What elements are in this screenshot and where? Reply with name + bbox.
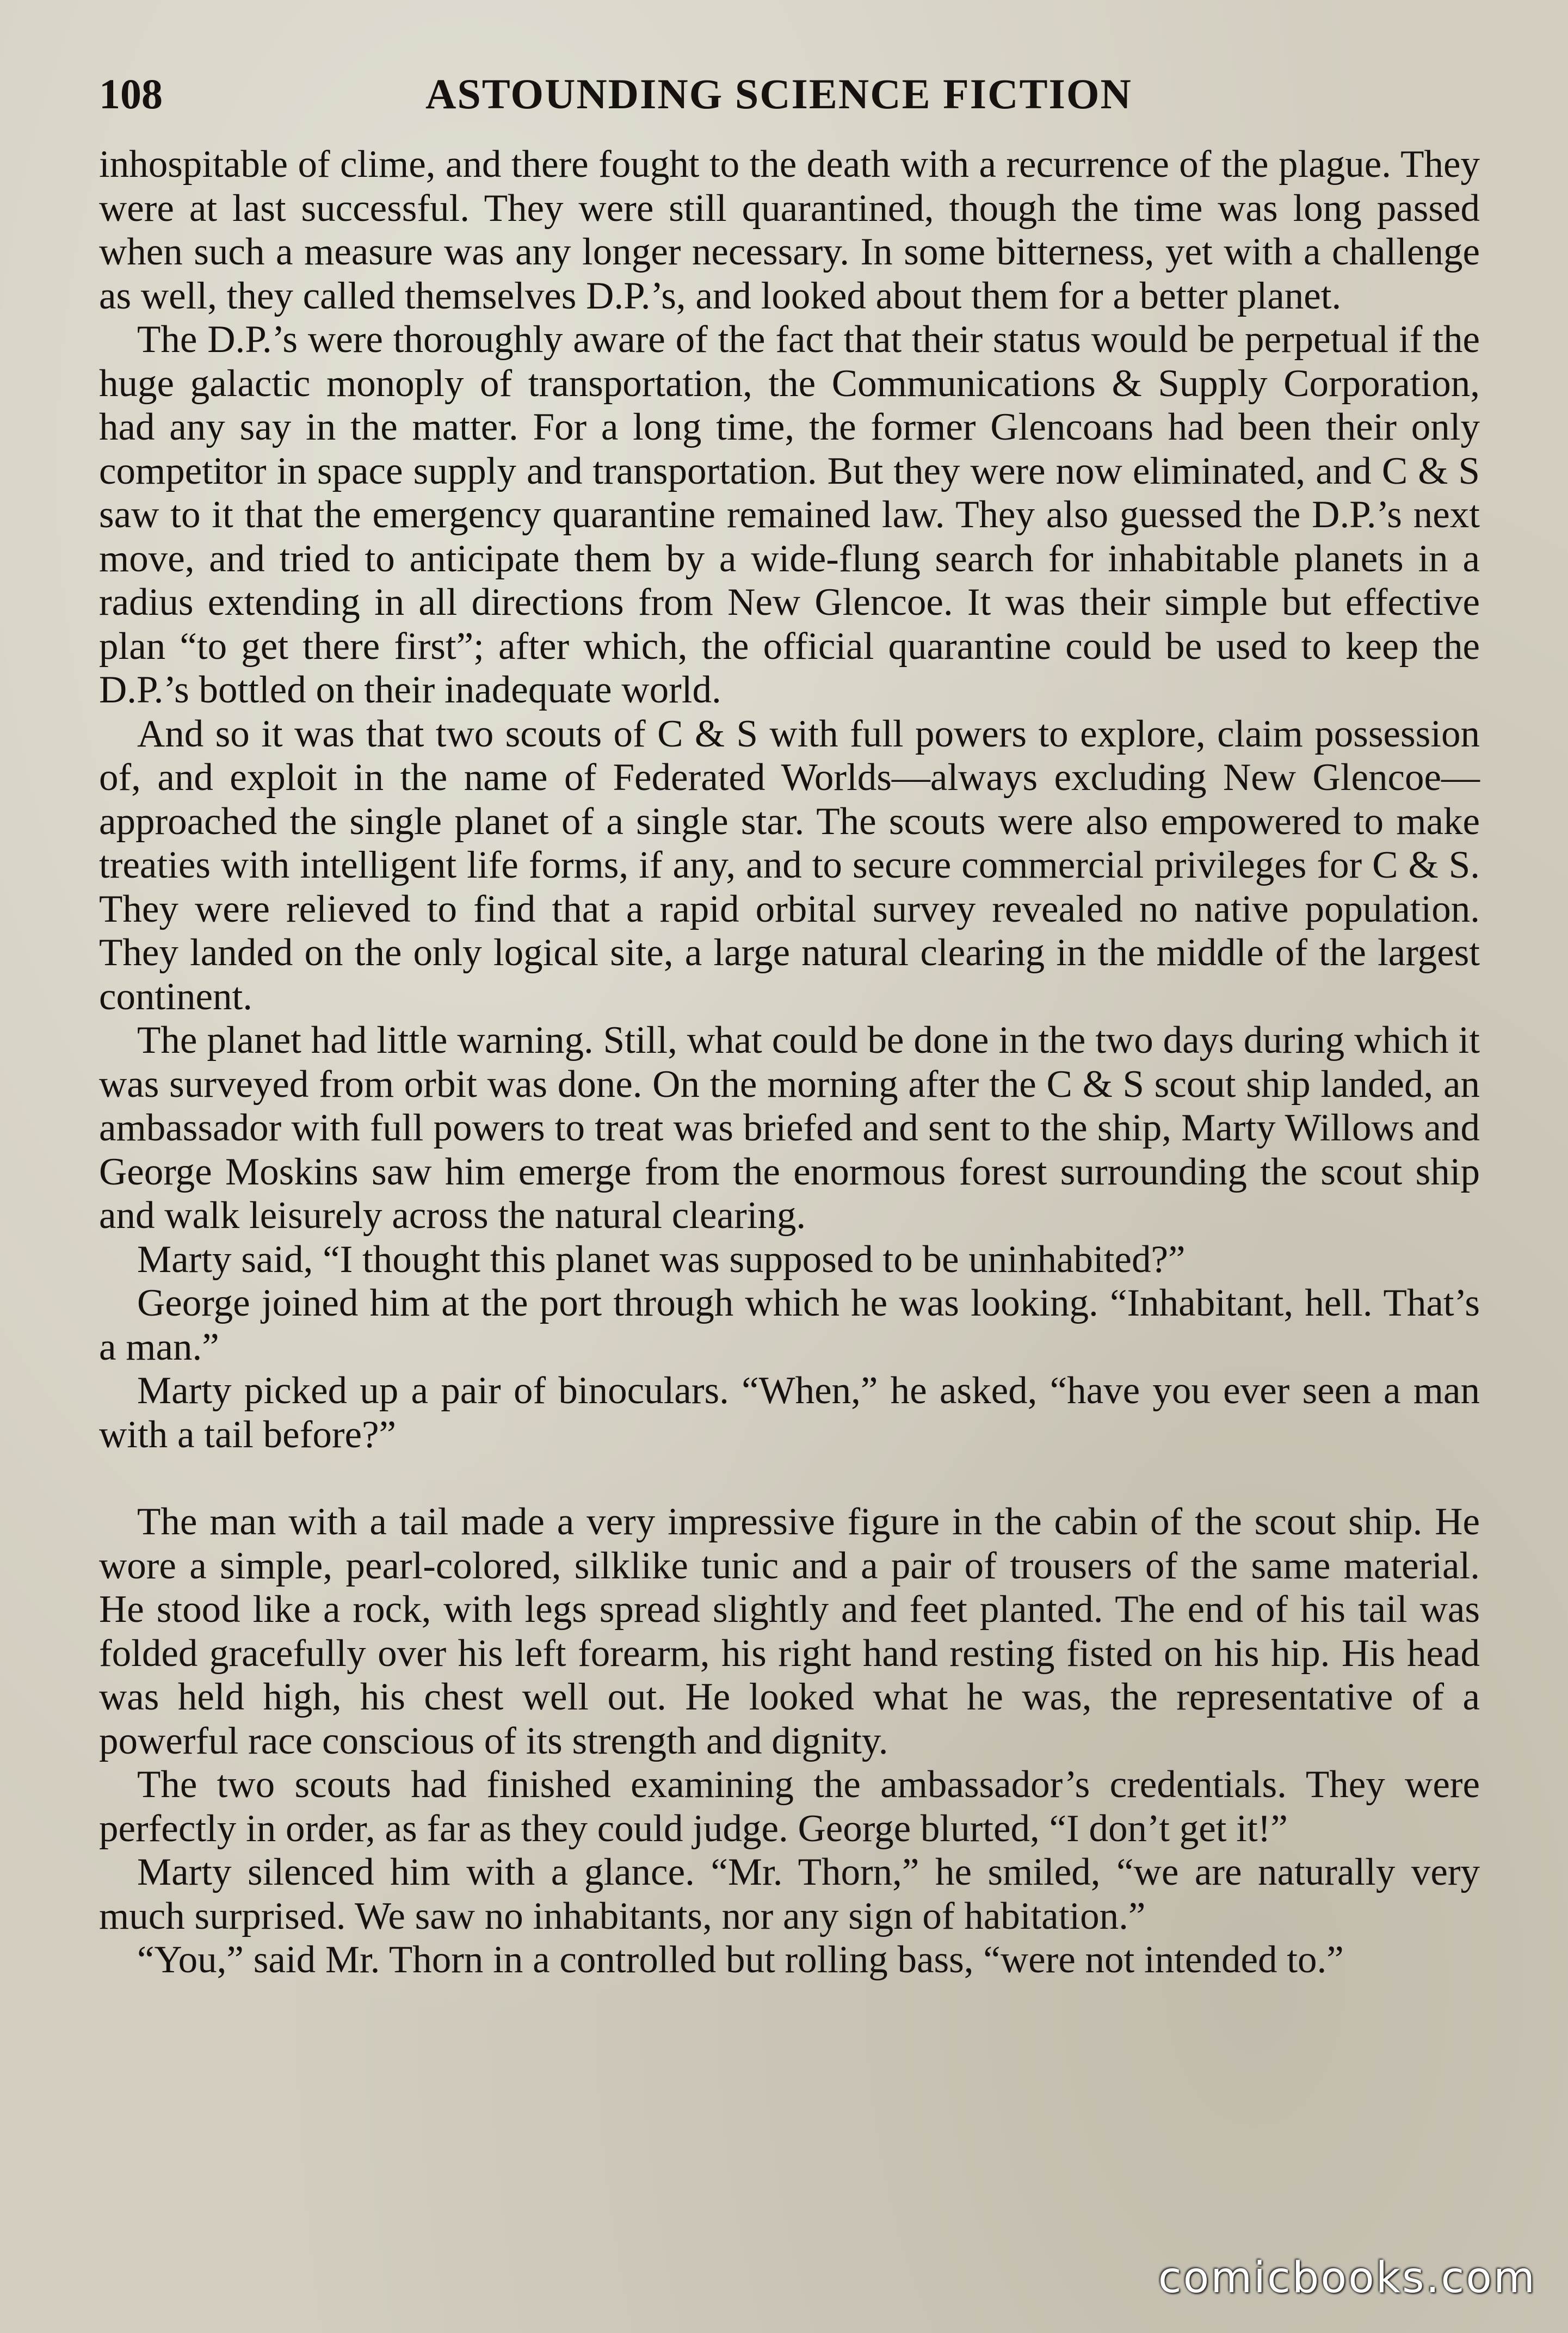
story-text [99,143,1480,1982]
running-title: ASTOUNDING SCIENCE FICTION [425,70,1132,118]
paragraph: inhospitable of clime, and there fought to the death with a recurrence of the plague. They were at last successful. They were still quarantined, though the time was long passed when such a measure was any longer necessary. In some bitterness, yet with a challenge as well, they called themselves D.P.’s, and looked about them for a better planet. [99,143,1480,317]
paragraph: The man with a tail made a very impressive figure in the cabin of the scout ship. He wore a simple, pearl-colored, silklike tunic and a pair of trousers of the same material. He stood like a rock, with legs spread slightly and feet planted. The end of his tail was folded gracefully over his left forearm, his right hand resting fisted on his hip. His head was held high, his chest well out. He looked what he was, the representative of a powerful race conscious of its strength and dignity. [99,1501,1480,1762]
page-header [99,64,1481,124]
paragraph: The two scouts had finished examining the ambassador’s credentials. They were perfectly in order, as far as they could judge. George blurted, “I don’t get it!” [99,1763,1480,1850]
paragraph: George joined him at the port through which he was looking. “Inhabitant, hell. That’s a man.” [99,1282,1480,1368]
page-number: 108 [99,70,163,118]
paragraph: Marty said, “I thought this planet was supposed to be uninhabited?” [137,1238,1186,1281]
paragraph: “You,” said Mr. Thorn in a controlled but rolling bass, “were not intended to.” [137,1939,1344,1981]
paragraph: Marty picked up a pair of binoculars. “When,” he asked, “have you ever seen a man with a tail before?” [99,1369,1480,1456]
paragraph: And so it was that two scouts of C & S with full powers to explore, claim possession of, and exploit in the name of Federated Worlds—always excluding New Glencoe—approached the single planet of a single star. The scouts were also empowered to make treaties with intelligent life forms, if any, and to secure commercial privileges for C & S. They were relieved to find that a rapid orbital survey revealed no native population. They landed on the only logical site, a large natural clearing in the middle of the largest continent. [99,712,1480,1018]
watermark-logo: comicbooks.com [1158,2254,1536,2303]
paragraph: The planet had little warning. Still, what could be done in the two days during which it was surveyed from orbit was done. On the morning after the C & S scout ship landed, an ambassador with full powers to treat was briefed and sent to the ship, Marty Willows and George Moskins saw him emerge from the enormous forest surrounding the scout ship and walk leisurely across the natural clearing. [99,1019,1480,1237]
paragraph: The D.P.’s were thoroughly aware of the fact that their status would be perpetual if the huge galactic monoply of transportation, the Communications & Supply Corporation, had any say in the matter. For a long time, the former Glencoans had been their only competitor in space supply and transportation. But they were now eliminated, and C & S saw to it that the emergency quarantine remained law. They also guessed the D.P.’s next move, and tried to anticipate them by a wide-flung search for inhabitable planets in a radius extending in all directions from New Glencoe. It was their simple but effective plan “to get there first”; after which, the official quarantine could be used to keep the D.P.’s bottled on their inadequate world. [99,318,1480,711]
paragraph: Marty silenced him with a glance. “Mr. Thorn,” he smiled, “we are naturally very much surprised. We saw no inhabitants, nor any sign of habitation.” [99,1851,1480,1937]
